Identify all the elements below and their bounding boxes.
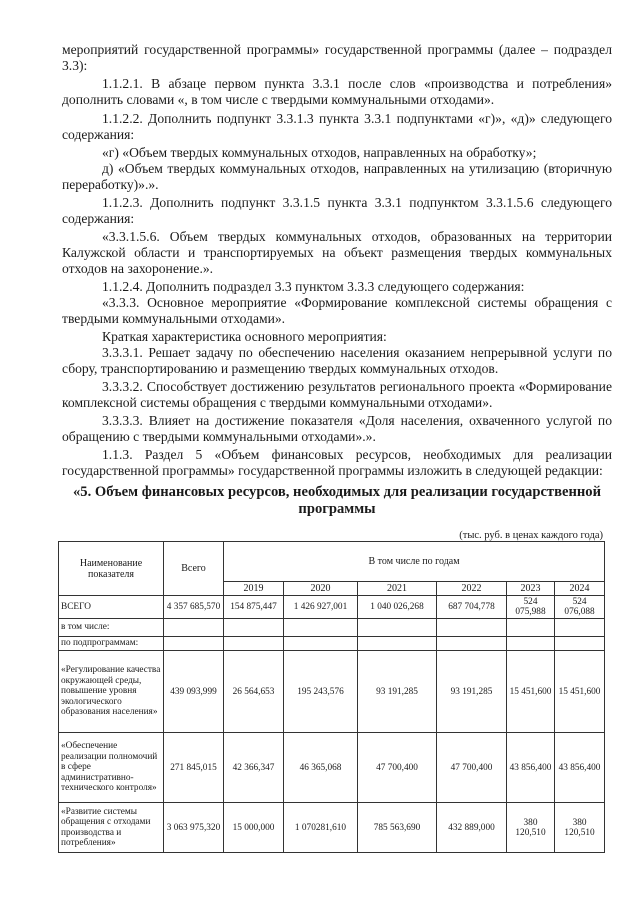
cell-value: 47 700,400 [358,733,437,803]
paragraph: 3.3.3.2. Способствует достижению результатов регионального проекта «Формирование комплексной системы обращения с твердыми коммунальными отходами». [62,379,612,410]
year-header: 2023 [507,582,555,596]
cell-value: 47 700,400 [437,733,507,803]
table-row [59,596,605,619]
cell-value: 195 243,576 [284,651,358,733]
cell-value: 15 451,600 [555,651,605,733]
year-header: 2019 [224,582,284,596]
cell-value: 524 075,988 [507,596,555,619]
finance-table [58,541,605,853]
paragraph: 3.3.3.3. Влияет на достижение показателя «Доля населения, охваченного услугой по обращению с твердыми коммунальными отходами».». [62,413,612,444]
row-label: ВСЕГО [59,596,164,619]
cell-value: 15 000,000 [224,803,284,853]
paragraph: 1.1.3. Раздел 5 «Объем финансовых ресурсов, необходимых для реализации государственной программы» государственной программы изложить в следующей редакции: [62,447,612,478]
paragraph: д) «Объем твердых коммунальных отходов, направленных на утилизацию (вторичную переработку)».». [62,161,612,192]
cell-value: 524 076,088 [555,596,605,619]
year-header: 2020 [284,582,358,596]
row-label: в том числе: [59,619,164,637]
table-row [59,733,605,803]
paragraph: 1.1.2.4. Дополнить подраздел 3.3 пунктом 3.3.3 следующего содержания: [102,279,525,294]
cell-value: 3 063 975,320 [164,803,224,853]
cell-value: 93 191,285 [437,651,507,733]
section-title: «5. Объем финансовых ресурсов, необходимых для реализации государственной программы [73,484,601,517]
cell-value: 439 093,999 [164,651,224,733]
year-header: 2024 [555,582,605,596]
cell-value: 380 120,510 [555,803,605,853]
row-label: «Обеспечение реализации полномочий в сфере административно-технического контроля» [59,733,164,803]
row-label: «Развитие системы обращения с отходами производства и потребления» [59,803,164,853]
cell-value: 93 191,285 [358,651,437,733]
year-header: 2022 [437,582,507,596]
cell-value: 4 357 685,570 [164,596,224,619]
cell-value: 785 563,690 [358,803,437,853]
paragraph: Краткая характеристика основного мероприятия: [102,329,387,344]
cell-value: 154 875,447 [224,596,284,619]
header-years: В том числе по годам [224,542,605,582]
cell-value: 1 040 026,268 [358,596,437,619]
paragraph: 3.3.3.1. Решает задачу по обеспечению населения оказанием непрерывной услуги по сбору, транспортированию и размещению твердых коммунальных отходов. [62,345,612,376]
paragraph: «3.3.3. Основное мероприятие «Формирование комплексной системы обращения с твердыми коммунальными отходами». [62,295,612,326]
cell-value: 1 426 927,001 [284,596,358,619]
paragraph: 1.1.2.1. В абзаце первом пункта 3.3.1 после слов «производства и потребления» дополнить словами «, в том числе с твердыми коммунальными отходами». [62,76,612,107]
row-label: «Регулирование качества окружающей среды, повышение уровня экологического образования населения» [59,651,164,733]
cell-value: 1 070281,610 [284,803,358,853]
paragraph: «г) «Объем твердых коммунальных отходов, направленных на обработку»; [102,145,537,160]
cell-value: 15 451,600 [507,651,555,733]
year-header: 2021 [358,582,437,596]
header-name: Наименование показателя [59,542,164,596]
cell-value: 42 366,347 [224,733,284,803]
header-total: Всего [164,542,224,596]
table-row [59,619,605,637]
paragraph: «3.3.1.5.6. Объем твердых коммунальных отходов, образованных на территории Калужской области и транспортируемых на объект размещения твердых коммунальных отходов на захоронение.». [62,229,612,276]
cell-value: 380 120,510 [507,803,555,853]
table-row [59,803,605,853]
row-label: по подпрограммам: [59,637,164,651]
cell-value: 46 365,068 [284,733,358,803]
cell-value: 687 704,778 [437,596,507,619]
table-row [59,651,605,733]
cell-value: 432 889,000 [437,803,507,853]
paragraph: 1.1.2.2. Дополнить подпункт 3.3.1.3 пункта 3.3.1 подпунктами «г)», «д)» следующего содержания: [62,111,612,142]
paragraph: 1.1.2.3. Дополнить подпункт 3.3.1.5 пункта 3.3.1 подпунктом 3.3.1.5.6 следующего содержания: [62,195,612,226]
cell-value: 43 856,400 [555,733,605,803]
table-row [59,637,605,651]
paragraph: мероприятий государственной программы» государственной программы (далее – подраздел 3.3): [62,42,612,73]
cell-value: 43 856,400 [507,733,555,803]
cell-value: 26 564,653 [224,651,284,733]
units-note: (тыс. руб. в ценах каждого года) [459,530,603,541]
cell-value: 271 845,015 [164,733,224,803]
